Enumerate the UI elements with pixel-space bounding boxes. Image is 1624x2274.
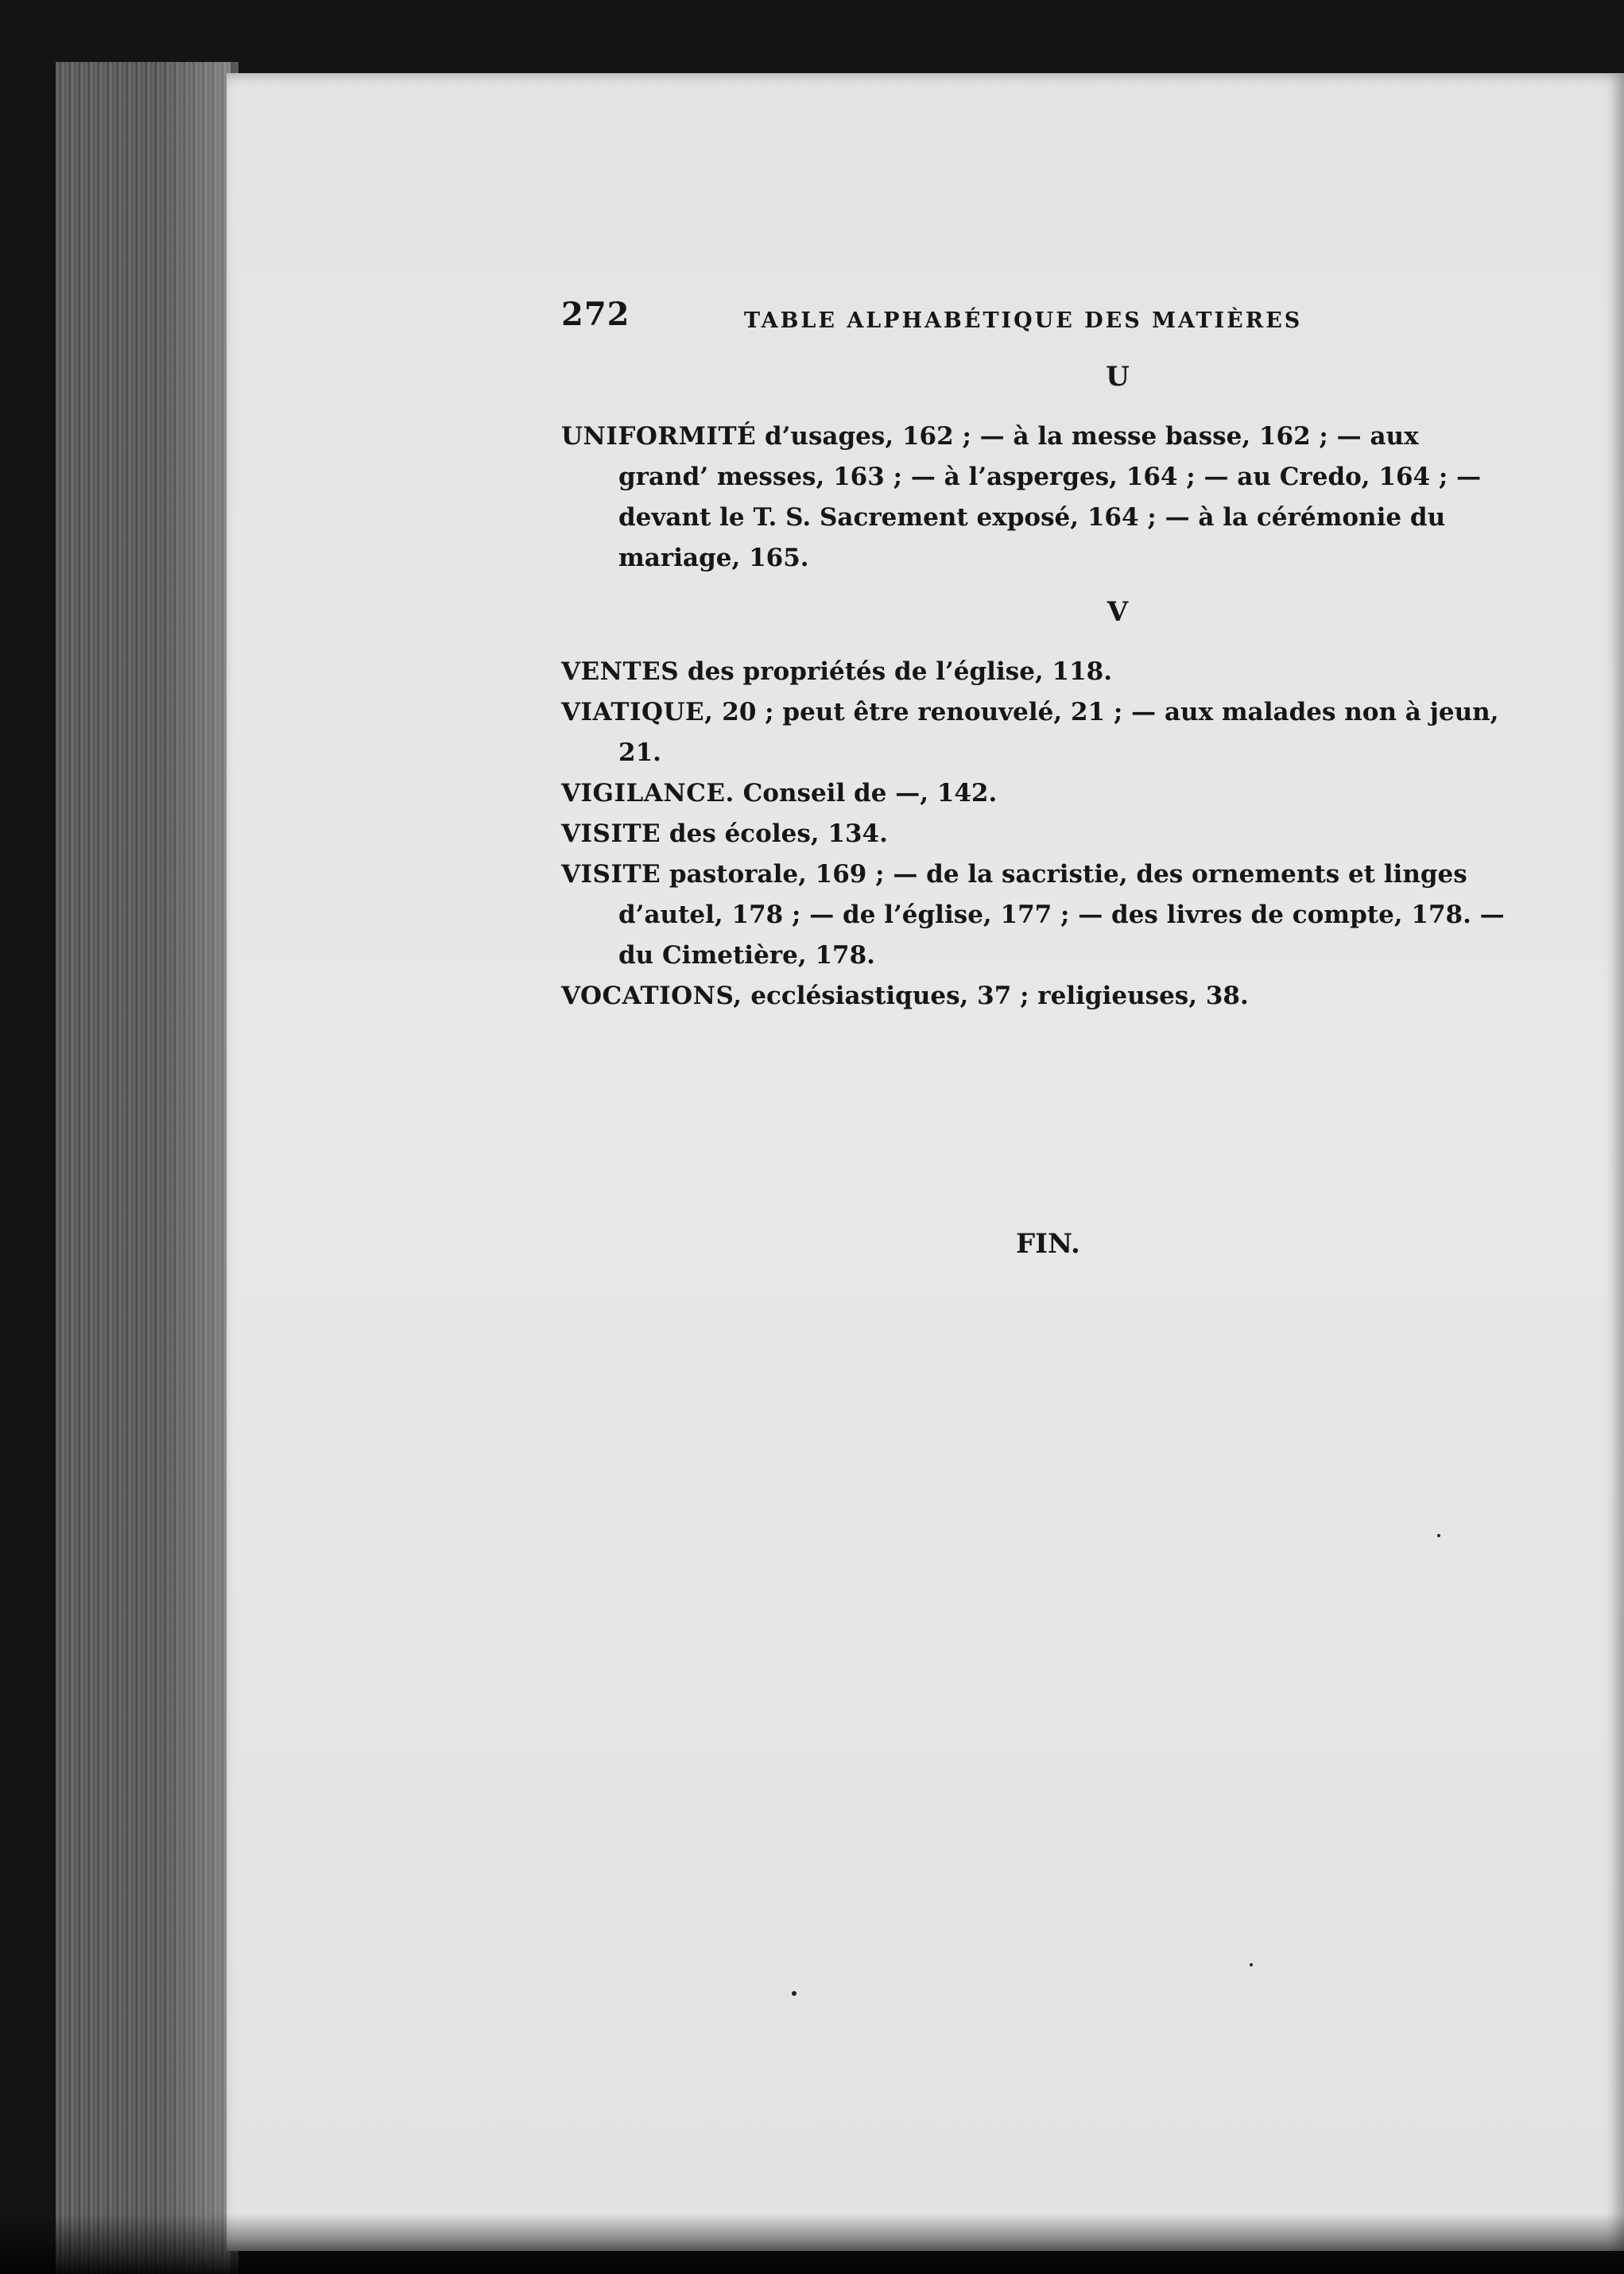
index-entry-vocations [561, 976, 1515, 1017]
entry-text: ecclésiastiques, 37 ; religieuses, 38. [742, 982, 1249, 1010]
entry-headword: UNIFORMITÉ [561, 422, 757, 451]
index-content [561, 296, 1515, 1017]
dust-speck [792, 1991, 796, 1996]
entry-headword: VISITE [561, 860, 661, 889]
entry-text: des écoles, 134. [661, 819, 888, 848]
entry-text: des propriétés de l’église, 118. [679, 657, 1113, 686]
index-entry-visite-ecoles [561, 814, 1515, 854]
index-entry-visite-pastorale [561, 854, 1515, 976]
entry-headword: VOCATIONS, [561, 982, 742, 1010]
entry-text: 20 ; peut être renouvelé, 21 ; — aux malades non à jeun, 21. [618, 698, 1499, 767]
entry-headword: VISITE [561, 819, 661, 848]
section-letter-u: U [1106, 361, 1130, 393]
page-number: 272 [561, 296, 630, 333]
entry-text: Conseil de —, 142. [734, 779, 998, 808]
running-head [561, 296, 1515, 343]
index-entry-ventes [561, 652, 1515, 692]
running-head-title: TABLE ALPHABÉTIQUE DES MATIÈRES [744, 308, 1303, 333]
entry-headword: VIGILANCE. [561, 779, 734, 808]
index-entry-viatique [561, 692, 1515, 773]
dust-speck [1437, 1534, 1440, 1537]
entry-headword: VENTES [561, 657, 680, 686]
dust-speck [1250, 1963, 1253, 1966]
entry-text: d’usages, 162 ; — à la messe basse, 162 ; — aux grand’ messes, 163 ; — à l’asperges, 164 ; — au Credo, 164 ; — devant le T. S. Sacrement exposé, 164 ; — à la cérémonie du mariage, 165. [618, 422, 1482, 572]
index-entry-vigilance [561, 773, 1515, 814]
scan-bottom-shadow [0, 2214, 1624, 2274]
entry-headword: VIATIQUE, [561, 698, 714, 726]
index-entry-uniformite [561, 416, 1515, 579]
section-letter-v: V [1107, 596, 1129, 628]
entry-text: pastorale, 169 ; — de la sacristie, des ornements et linges d’autel, 178 ; — de l’église, 177 ; — des livres de compte, 178. — du Cimetière, 178. [618, 860, 1505, 970]
end-mark: FIN. [1016, 1228, 1080, 1260]
